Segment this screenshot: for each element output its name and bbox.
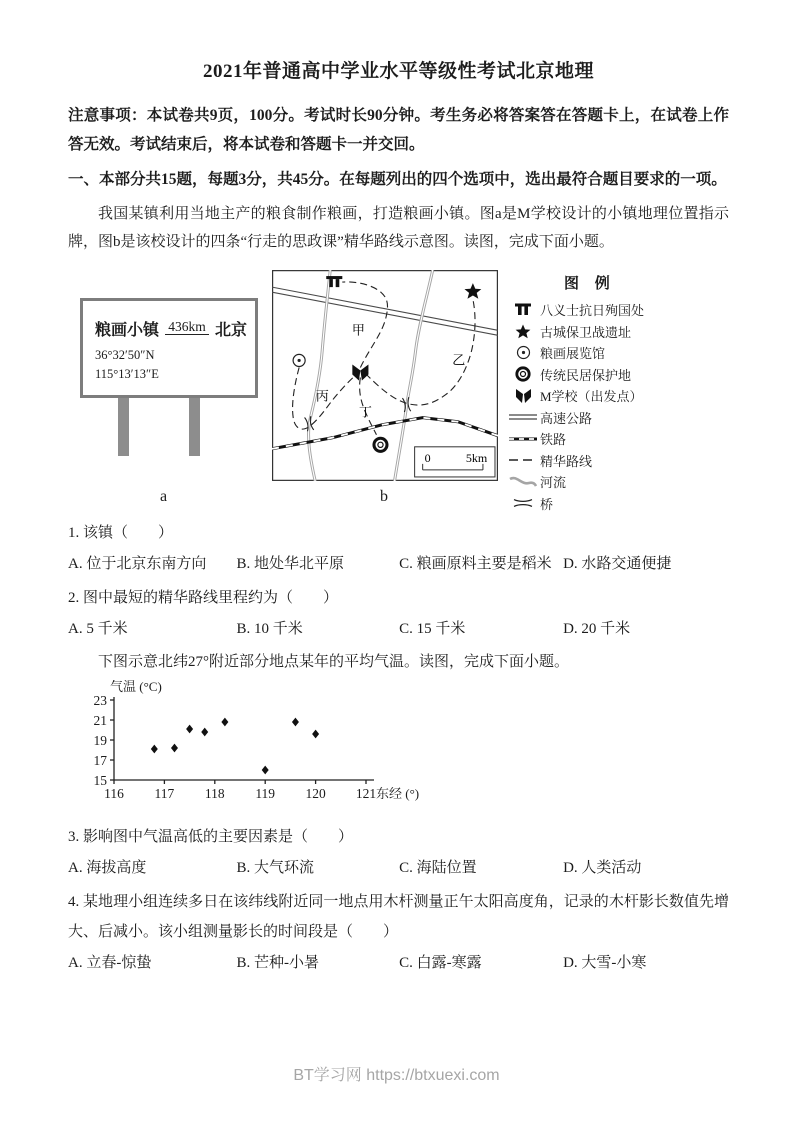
option-a: A. 5 千米 (68, 621, 128, 637)
svg-text:120: 120 (305, 786, 326, 801)
school-icon (506, 388, 540, 404)
option-b: B. 大气环流 (236, 860, 315, 876)
route-label-ding: 丁 (358, 404, 372, 420)
option-c: C. 海陆位置 (399, 860, 477, 876)
site-watermark: BT学习网 https://btxuexi.com (293, 1067, 500, 1084)
legend-item (506, 493, 726, 515)
figure-caption-a: a (160, 488, 168, 505)
question-3-options (68, 856, 729, 877)
scale-distance-label: 5km (465, 450, 488, 465)
svg-text:121: 121 (355, 786, 377, 801)
question-4-stem: 4. 某地理小组连续多日在该纬线附近同一地点用木杆测量正午太阳高度角，记录的木杆影长数值先增大、后减小。该小组测量影长的时间段是（ ） (68, 894, 729, 940)
sign-board-row (95, 317, 255, 340)
circle-dot-icon (506, 345, 540, 360)
legend-item (506, 321, 726, 343)
option-a: A. 立春-惊蛰 (68, 955, 152, 971)
svg-text:119: 119 (255, 786, 276, 801)
river-line-icon (506, 475, 540, 489)
scale-zero-label: 0 (424, 450, 431, 465)
route-label-jia: 甲 (351, 322, 365, 338)
svg-text:117: 117 (154, 786, 175, 801)
option-b: B. 芒种-小暑 (236, 955, 320, 971)
legend-item (506, 342, 726, 364)
section-header: 一、本部分共15题，每题3分，共45分。在每题列出的四个选项中，选出最符合题目要求的一项。 (68, 171, 727, 188)
sign-town-label: 粮画小镇 (95, 322, 160, 339)
route-label-bing: 丙 (315, 388, 329, 404)
option-c: C. 白露-寒露 (399, 955, 482, 971)
bridge-icon (506, 496, 540, 510)
legend-item (506, 471, 726, 493)
legend-label: 精华路线 (540, 453, 593, 469)
highway-line-icon (506, 412, 540, 422)
legend-item (506, 385, 726, 407)
question-2-stem: 2. 图中最短的精华路线里程约为（ ） (68, 590, 339, 606)
legend-item (506, 428, 726, 450)
legend-item (506, 299, 726, 321)
legend-label: 八义士抗日殉国处 (540, 303, 645, 319)
sign-board (80, 298, 258, 398)
option-d: D. 20 千米 (563, 621, 631, 637)
svg-text:东经 (°): 东经 (°) (376, 786, 420, 801)
sign-longitude: 115°13′13″E (95, 367, 159, 381)
option-d: D. 水路交通便捷 (563, 556, 672, 572)
legend-title: 图 例 (564, 276, 616, 292)
svg-text:118: 118 (204, 786, 225, 801)
option-d: D. 人类活动 (563, 860, 642, 876)
legend-item (506, 364, 726, 386)
option-a: A. 海拔高度 (68, 860, 147, 876)
intro-paragraph-1: 我国某镇利用当地主产的粮食制作粮画，打造粮画小镇。图a是M学校设计的小镇地理位置指示牌，图b是该校设计的四条“行走的思政课”精华路线示意图。读图，完成下面小题。 (68, 206, 729, 250)
legend-label: 桥 (540, 496, 554, 512)
legend-label: M学校（出发点） (540, 389, 643, 405)
svg-text:19: 19 (93, 733, 107, 748)
map-scale-bar (415, 447, 495, 477)
legend-label: 高速公路 (540, 410, 593, 426)
svg-text:116: 116 (104, 786, 124, 801)
figure-caption-b: b (380, 488, 388, 505)
option-b: B. 地处华北平原 (236, 556, 345, 572)
svg-text:15: 15 (93, 773, 107, 788)
sign-posts (80, 398, 252, 456)
legend-label: 古城保卫战遗址 (540, 324, 632, 340)
option-c: C. 粮画原料主要是稻米 (399, 556, 552, 572)
option-c: C. 15 千米 (399, 621, 466, 637)
option-d: D. 大雪-小寒 (563, 955, 647, 971)
figure-block (68, 270, 729, 512)
sign-distance-value: 436km (168, 319, 206, 334)
sign-distance-group (165, 319, 209, 340)
question-1-options (68, 552, 729, 573)
double-circle-icon (506, 366, 540, 382)
route-label-yi: 乙 (452, 352, 466, 368)
location-sign-figure (80, 298, 252, 456)
sign-latitude: 36°32′50″N (95, 348, 155, 362)
sign-post-left (118, 398, 129, 456)
route-map-figure (272, 270, 498, 486)
legend-label: 粮画展览馆 (540, 346, 606, 362)
question-1-stem: 1. 该镇（ ） (68, 525, 174, 541)
map-legend (506, 270, 726, 514)
notice-paragraph: 注意事项：本试卷共9页，100分。考试时长90分钟。考生务必将答案答在答题卡上，在试卷上作答无效。考试结束后，将本试卷和答题卡一并交回。 (68, 107, 729, 153)
monument-icon (506, 302, 540, 317)
railway-line-icon (506, 435, 540, 443)
intro-paragraph-2: 下图示意北纬27°附近部分地点某年的平均气温。读图，完成下面小题。 (98, 654, 570, 670)
temperature-chart (68, 680, 729, 812)
legend-label: 铁路 (540, 432, 567, 448)
legend-item (506, 450, 726, 472)
question-4-options (68, 951, 729, 972)
question-3-stem: 3. 影响图中气温高低的主要因素是（ ） (68, 829, 354, 845)
sign-city-label: 北京 (215, 322, 248, 339)
page-title: 2021年普通高中学业水平等级性考试北京地理 (202, 61, 594, 82)
star-icon (506, 324, 540, 339)
svg-text:气温 (°C): 气温 (°C) (110, 680, 162, 694)
legend-label: 传统民居保护地 (540, 367, 632, 383)
temperature-chart-svg (68, 680, 488, 810)
circle-dot-icon (293, 354, 305, 366)
sign-distance-line (165, 334, 209, 335)
option-a: A. 位于北京东南方向 (68, 556, 207, 572)
route-line-icon (506, 457, 540, 463)
legend-label: 河流 (540, 475, 567, 491)
svg-text:17: 17 (93, 753, 107, 768)
route-map-svg (272, 270, 498, 481)
svg-text:21: 21 (93, 713, 107, 728)
double-circle-icon (374, 438, 387, 451)
legend-item (506, 407, 726, 429)
question-2-options (68, 617, 729, 638)
option-b: B. 10 千米 (236, 621, 303, 637)
svg-text:23: 23 (93, 693, 107, 708)
sign-post-right (189, 398, 200, 456)
